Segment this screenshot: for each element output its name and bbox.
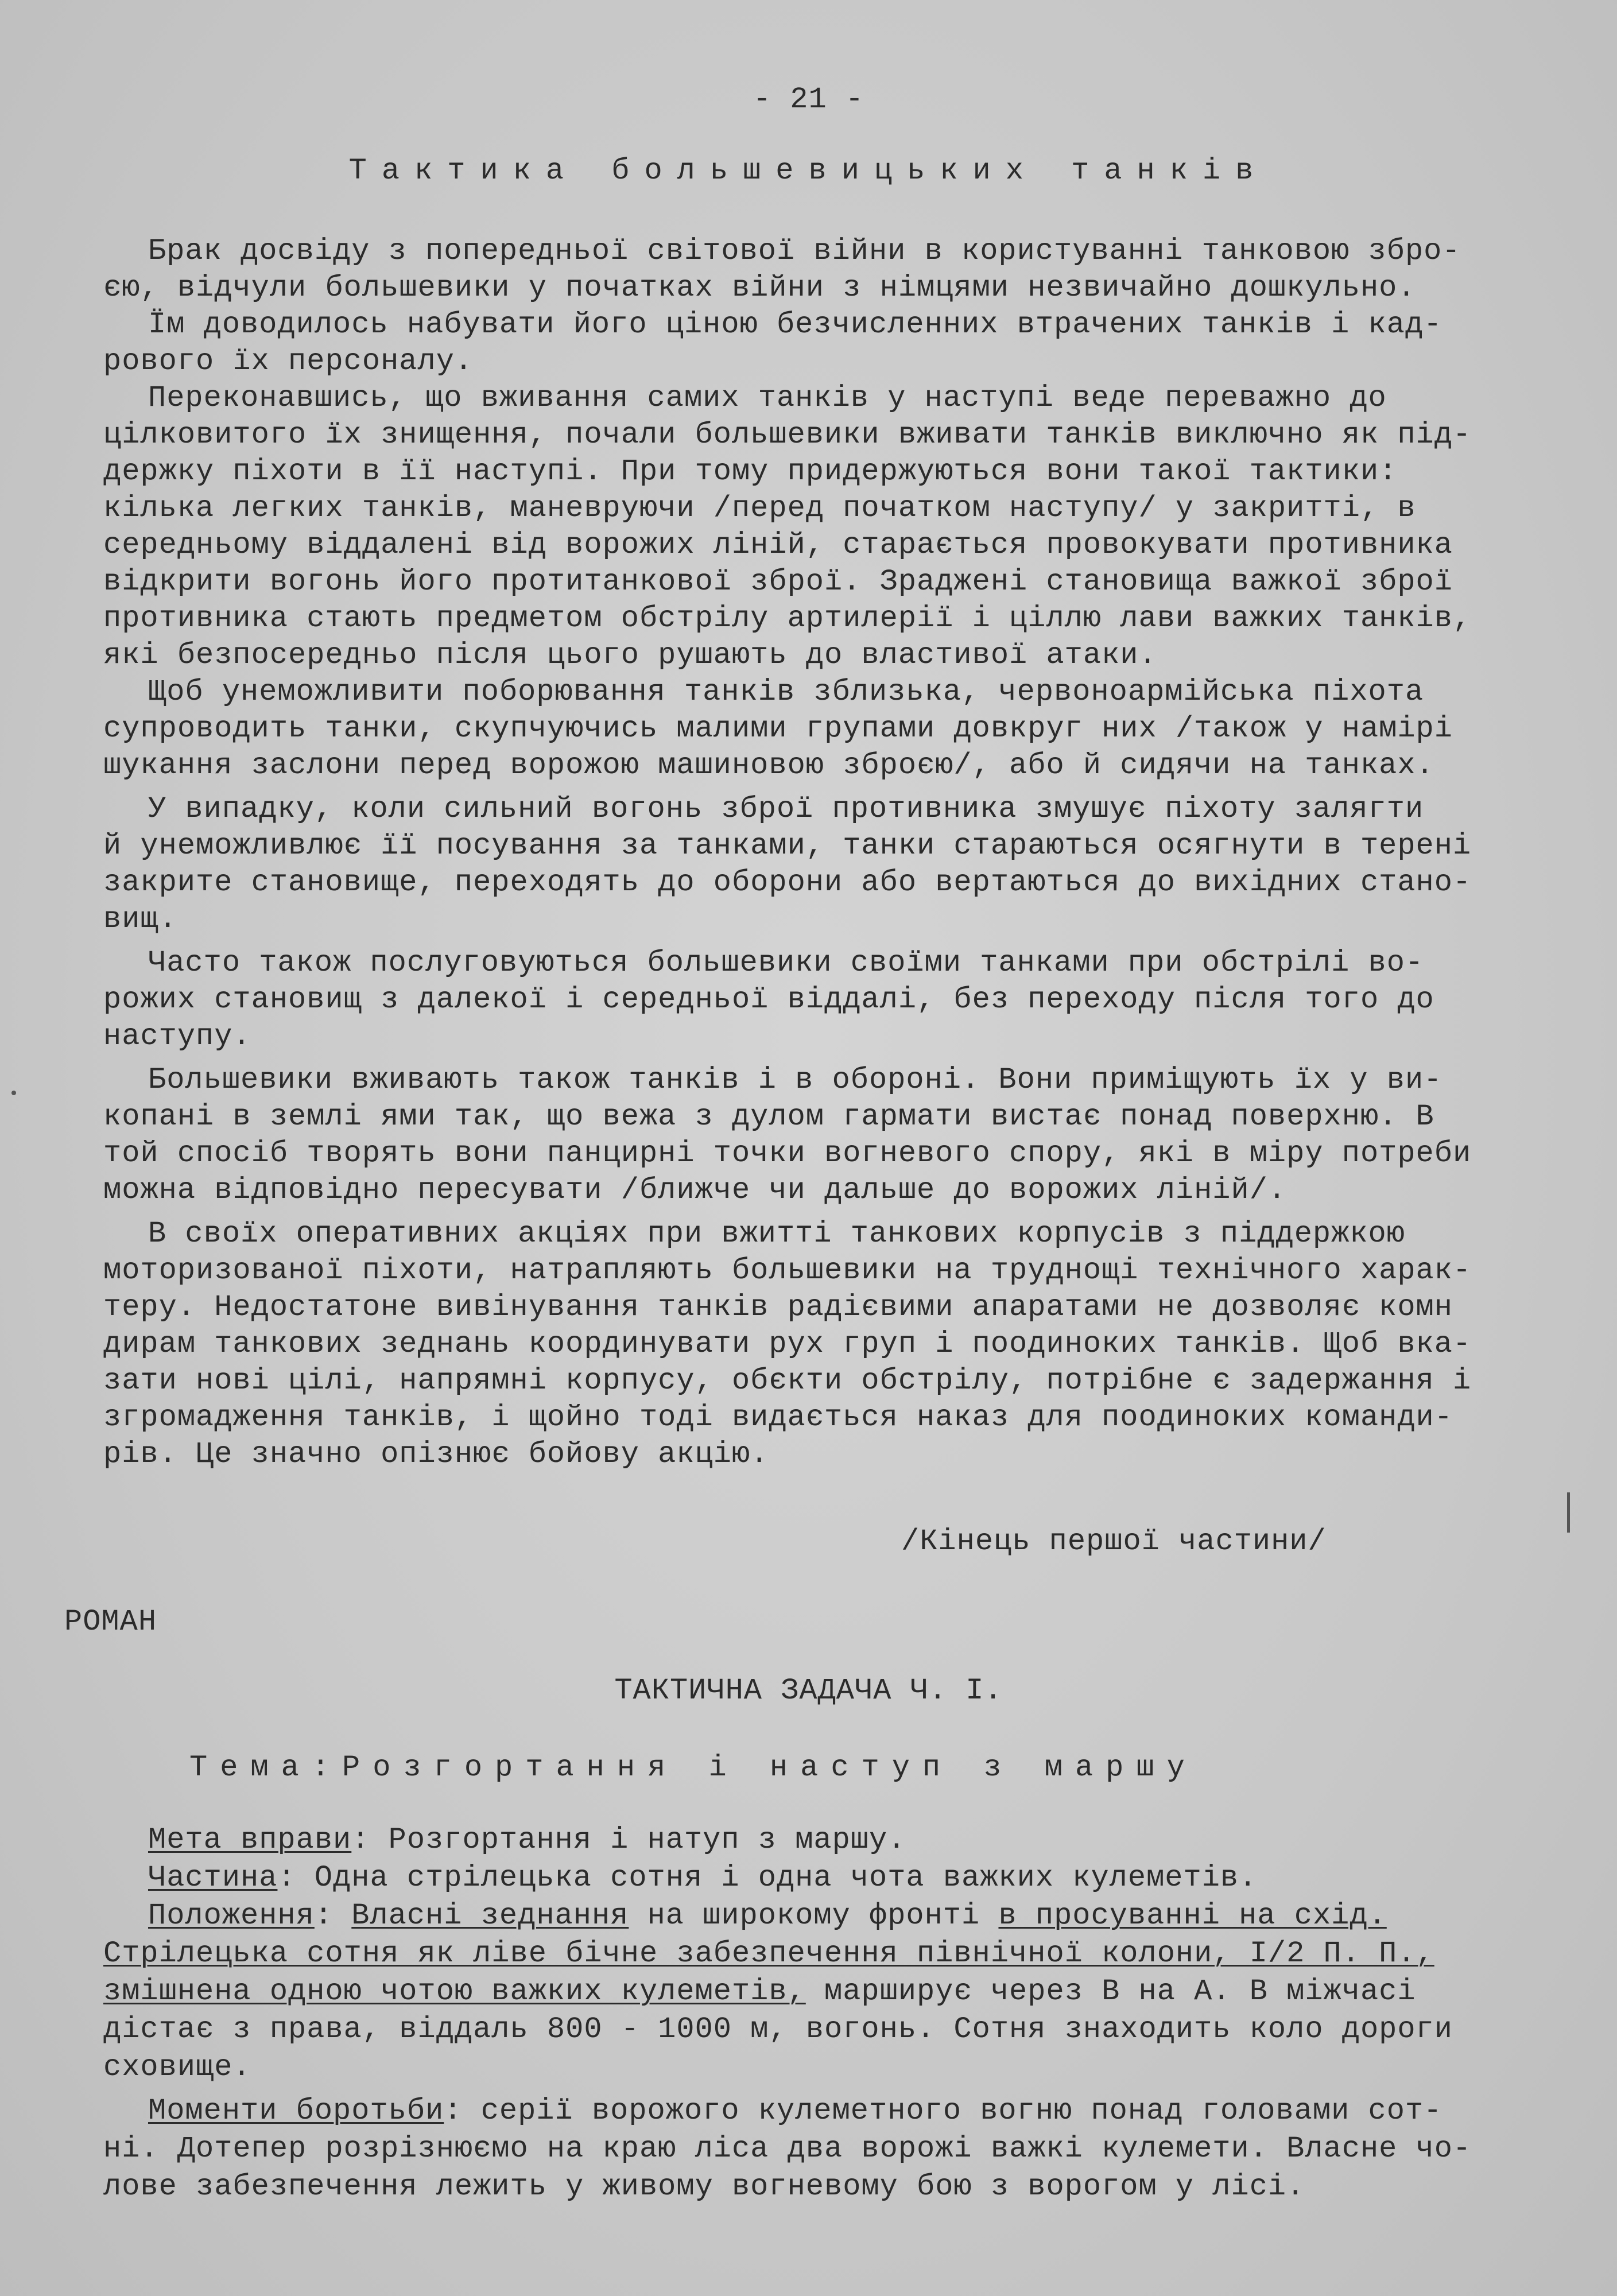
body-line: У випадку, коли сильний вогонь зброї противника змушує піхоту залягти [148,792,1424,826]
unit-line [148,1863,1257,1893]
unit-text: : Одна стрілецька сотня і одна чота важких кулеметів. [277,1861,1258,1895]
body-line: В своїх оперативних акціях при вжитті танкових корпусів з піддержкою [148,1217,1405,1251]
moments-line-3: лове забезпечення лежить у живому вогневому бою з ворогом у лісі. [103,2170,1305,2204]
body-line: Большевики вживають також танків і в обороні. Вони приміщують їх у ви- [148,1063,1442,1097]
end-note: /Кінець першої частини/ [901,1525,1327,1558]
margin-mark [1567,1492,1570,1533]
position-underlined-3: змішнена одною чотою важких кулеметів, [103,1975,806,2008]
theme-text: Розгортання і наступ з маршу [342,1751,1197,1785]
position-label: Положення [148,1899,315,1933]
task-title: ТАКТИЧНА ЗАДАЧА Ч. І. [614,1674,1003,1708]
body-line: які безпосередньо після цього рушають до властивої атаки. [103,638,1157,672]
moments-text: : серії ворожого кулеметного вогню понад головами сот- [444,2094,1442,2128]
body-line: кілька легких танків, маневруючи /перед початком наступу/ у закритті, в [103,491,1416,525]
goal-text: : Розгортання і натуп з маршу. [351,1823,906,1857]
position-line-5: сховище. [103,2050,251,2084]
body-line: середньому віддалені від ворожих ліній, старається провокувати противника [103,528,1453,562]
theme-label: Тема: [189,1751,343,1785]
body-line: цілковитого їх знищення, почали большевики вживати танків виключно як під- [103,418,1472,452]
body-line: копані в землі ями так, що вежа з дулом гармати вистає понад поверхню. В [103,1100,1434,1134]
position-sep: : [314,1899,352,1933]
body-line: Часто також послуговуються большевики своїми танками при обстрілі во- [148,946,1424,980]
margin-mark [11,1091,16,1095]
body-line: рів. Це значно опізнює бойову акцію. [103,1437,769,1471]
body-line: теру. Недостатоне вивінування танків радієвими апаратами не дозволяє комн [103,1290,1453,1324]
page-number: - 21 - [753,83,864,117]
body-line: вищ. [103,902,177,936]
body-line: рового їх персоналу. [103,344,474,378]
body-line: Їм доводилось набувати його ціною безчисленних втрачених танків і кад- [148,308,1442,342]
heading: Тактика большевицьких танків [348,154,1269,188]
position-underlined-1: Власні зеднання [351,1899,629,1933]
body-line: моторизованої піхоти, натрапляють большевики на труднощі технічного харак- [103,1254,1472,1287]
body-line: дирам танкових зеднань координувати рух груп і поодиноких танків. Щоб вка- [103,1327,1472,1361]
position-underlined-2: в просуванні на схід. [998,1899,1387,1933]
body-line: противника стають предметом обстрілу артилерії і ціллю лави важких танків, [103,602,1472,635]
body-line: закрите становище, переходять до оборони або вертаються до вихідних стано- [103,866,1472,899]
body-line: наступу. [103,1019,251,1053]
body-line: єю, відчули большевики у початках війни з німцями незвичайно дошкульно. [103,271,1416,305]
body-line: Брак досвіду з попередньої світової війни в користуванні танковою збро- [148,234,1461,268]
goal-label: Мета вправи [148,1823,352,1857]
theme-line [189,1753,1197,1783]
body-line: можна відповідно пересувати /ближче чи дальше до ворожих ліній/. [103,1173,1287,1207]
body-line: Переконавшись, що вживання самих танків у наступі веде переважно до [148,381,1387,415]
body-line: Щоб унеможливити поборювання танків зблизька, червоноармійська піхота [148,675,1424,709]
position-text-1: на широкому фронті [629,1899,999,1933]
moments-line [148,2096,1442,2126]
section-label: РОМАН [64,1605,157,1639]
goal-line [148,1825,906,1855]
body-line: держку піхоти в її наступі. При тому придержуються вони такої тактики: [103,455,1398,488]
body-line: відкрити вогонь його протитанкової зброї. Зраджені становища важкої зброї [103,565,1453,599]
position-text-3: марширує через В на А. В міжчасі [805,1975,1416,2008]
position-line-4: дістає з права, віддаль 800 - 1000 м, вогонь. Сотня знаходить коло дороги [103,2012,1453,2046]
body-line: той спосіб творять вони панцирні точки вогневого спору, які в міру потреби [103,1137,1472,1170]
unit-label: Частина [148,1861,278,1895]
body-line: й унеможливлює її посування за танками, танки стараються осягнути в терені [103,829,1472,863]
moments-line-2: ні. Дотепер розрізнюємо на краю ліса два ворожі важкі кулемети. Власне чо- [103,2132,1472,2166]
body-line: рожих становищ з далекої і середньої віддалі, без переходу після того до [103,983,1434,1017]
position-line-2: Стрілецька сотня як ліве бічне забезпечення північної колони, І/2 П. П., [103,1937,1434,1971]
position-line [148,1901,1387,1931]
position-line-3 [103,1977,1416,2007]
body-line: супроводить танки, скупчуючись малими групами довкруг них /також у намірі [103,712,1453,746]
body-line: згромадження танків, і щойно тоді видається наказ для поодиноких команди- [103,1401,1453,1434]
body-line: зати нові цілі, напрямні корпусу, обєкти обстрілу, потрібне є задержання і [103,1364,1472,1398]
body-line: шукання заслони перед ворожою машиновою зброєю/, або й сидячи на танках. [103,748,1434,782]
moments-label: Моменти боротьби [148,2094,444,2128]
